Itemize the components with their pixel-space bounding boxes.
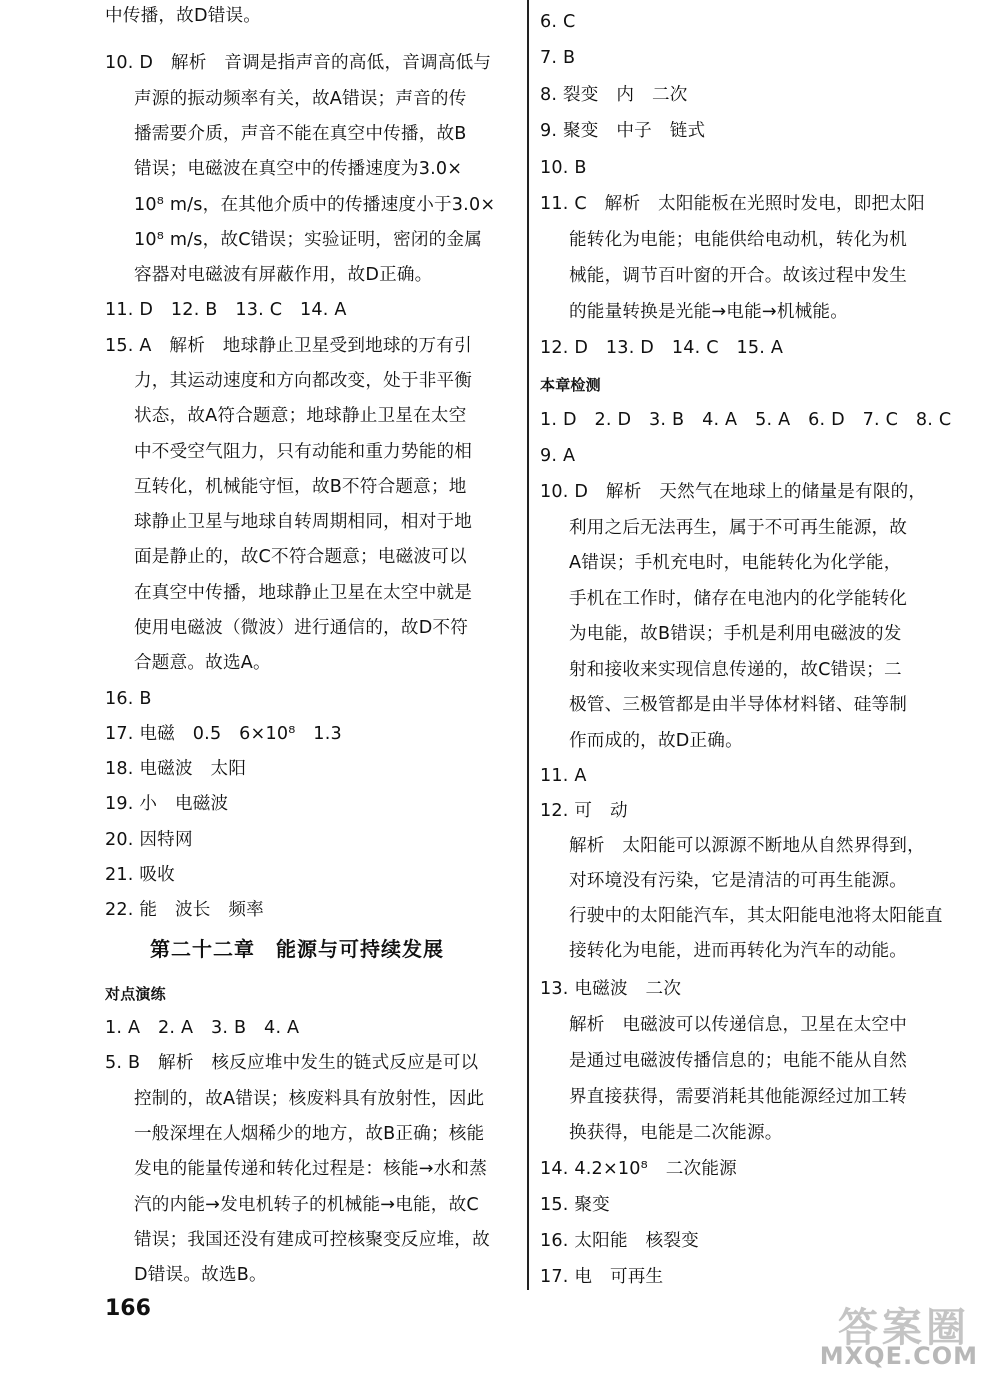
answer-line: 容器对电磁波有屏蔽作用，故D正确。 [134,265,433,285]
answer-line: 球静止卫星与地球自转周期相同，相对于地 [134,512,473,532]
section-heading: 对点演练 [105,985,166,1003]
answer-line: 10. D 解析 天然气在地球上的储量是有限的， [540,482,927,502]
answer-line: 解析 太阳能可以源源不断地从自然界得到， [569,836,925,856]
answer-line: 为电能，故B错误；手机是利用电磁波的发 [569,624,902,644]
answer-line: D错误。故选B。 [134,1265,267,1285]
watermark [778,1296,978,1376]
watermark-url: MXQE.COM [819,1342,978,1370]
answer-line: 10. B [540,158,587,178]
answer-line: 在真空中传播，地球静止卫星在太空中就是 [134,583,473,603]
watermark-logo: 答案圈 [838,1305,970,1351]
answer-line: 18. 电磁波 太阳 [105,759,247,779]
answer-line: 21. 吸收 [105,865,175,885]
answer-line: 中不受空气阻力，只有动能和重力势能的相 [134,442,473,462]
answer-line: 利用之后无法再生，属于不可再生能源，故 [569,518,908,538]
answer-line: 19. 小 电磁波 [105,794,229,814]
answer-line: 错误；我国还没有建成可控核聚变反应堆，故 [134,1230,490,1250]
answer-line: 能转化为电能；电能供给电动机，转化为机 [569,230,908,250]
answer-line: 合题意。故选A。 [134,653,271,673]
answer-line: 解析 电磁波可以传递信息，卫星在太空中 [569,1015,908,1035]
answer-line: 22. 能 波长 频率 [105,900,264,920]
answer-line: 接转化为电能，进而再转化为汽车的动能。 [569,941,908,961]
answer-line: 16. 太阳能 核裂变 [540,1231,699,1251]
answer-line: 的能量转换是光能→电能→机械能。 [569,302,848,322]
answer-line: 面是静止的，故C不符合题意；电磁波可以 [134,547,467,567]
answer-line: 10⁸ m/s，故C错误；实验证明，密闭的金属 [134,230,483,250]
answer-line: 是通过电磁波传播信息的；电能不能从自然 [569,1051,908,1071]
answer-line: 射和接收来实现信息传递的，故C错误；二 [569,660,902,680]
answer-line: 17. 电 可再生 [540,1267,664,1287]
answer-line: 6. C [540,12,576,32]
answer-line: 9. 聚变 中子 链式 [540,121,706,141]
answer-line: 极管、三极管都是由半导体材料锗、硅等制 [569,695,908,715]
answer-line: 播需要介质，声音不能在真空中传播，故B [134,124,467,144]
answer-line: 7. B [540,48,576,68]
answer-line: 17. 电磁 0.5 6×10⁸ 1.3 [105,724,342,744]
answer-line: 互转化，机械能守恒，故B不符合题意；地 [134,477,467,497]
answer-line: 9. A [540,446,576,466]
answer-line: 15. A 解析 地球静止卫星受到地球的万有引 [105,336,472,356]
answer-line: 行驶中的太阳能汽车，其太阳能电池将太阳能直 [569,906,943,926]
answer-line: 15. 聚变 [540,1195,610,1215]
answer-line: 10⁸ m/s，在其他介质中的传播速度小于3.0× [134,195,496,215]
answer-line: 20. 因特网 [105,830,193,850]
answer-line: 作而成的，故D正确。 [569,731,743,751]
answer-line: 12. 可 动 [540,801,628,821]
answer-line: 5. B 解析 核反应堆中发生的链式反应是可以 [105,1053,479,1073]
answer-line: 一般深埋在人烟稀少的地方，故B正确；核能 [134,1124,485,1144]
chapter-title: 第二十二章 能源与可持续发展 [150,937,444,961]
answer-line: 汽的内能→发电机转子的机械能→电能，故C [134,1195,479,1215]
answer-line: 换获得，电能是二次能源。 [569,1123,783,1143]
column-divider [527,0,529,1290]
answer-line: 11. A [540,766,587,786]
section-heading: 本章检测 [540,376,601,394]
answer-line: 状态，故A符合题意；地球静止卫星在太空 [134,406,467,426]
answer-line: 对环境没有污染，它是清洁的可再生能源。 [569,871,908,891]
answer-line: 声源的振动频率有关，故A错误；声音的传 [134,89,467,109]
answer-line: 1. A 2. A 3. B 4. A [105,1018,300,1038]
answer-line: 控制的，故A错误；核废料具有放射性，因此 [134,1089,485,1109]
answer-line: 使用电磁波（微波）进行通信的，故D不符 [134,618,469,638]
answer-line: 16. B [105,689,152,709]
answer-line: 力，其运动速度和方向都改变，处于非平衡 [134,371,473,391]
answer-line: 手机在工作时，储存在电池内的化学能转化 [569,589,908,609]
answer-line: 1. D 2. D 3. B 4. A 5. A 6. D 7. C 8. C [540,410,952,430]
answer-line: 11. D 12. B 13. C 14. A [105,300,347,320]
answer-line: 10. D 解析 音调是指声音的高低，音调高低与 [105,53,492,73]
answer-line: 12. D 13. D 14. C 15. A [540,338,784,358]
answer-line: 错误；电磁波在真空中的传播速度为3.0× [134,159,463,179]
answer-line: 8. 裂变 内 二次 [540,85,688,105]
answer-line: 发电的能量传递和转化过程是：核能→水和蒸 [134,1159,488,1179]
answer-line: 械能，调节百叶窗的开合。故该过程中发生 [569,266,908,286]
page-number: 166 [105,1296,151,1321]
answer-line: 14. 4.2×10⁸ 二次能源 [540,1159,737,1179]
answer-line: 中传播，故D错误。 [105,6,262,26]
answer-line: 11. C 解析 太阳能板在光照时发电，即把太阳 [540,194,925,214]
answer-line: 13. 电磁波 二次 [540,979,682,999]
answer-line: A错误；手机充电时，电能转化为化学能， [569,553,902,573]
answer-line: 界直接获得，需要消耗其他能源经过加工转 [569,1087,908,1107]
